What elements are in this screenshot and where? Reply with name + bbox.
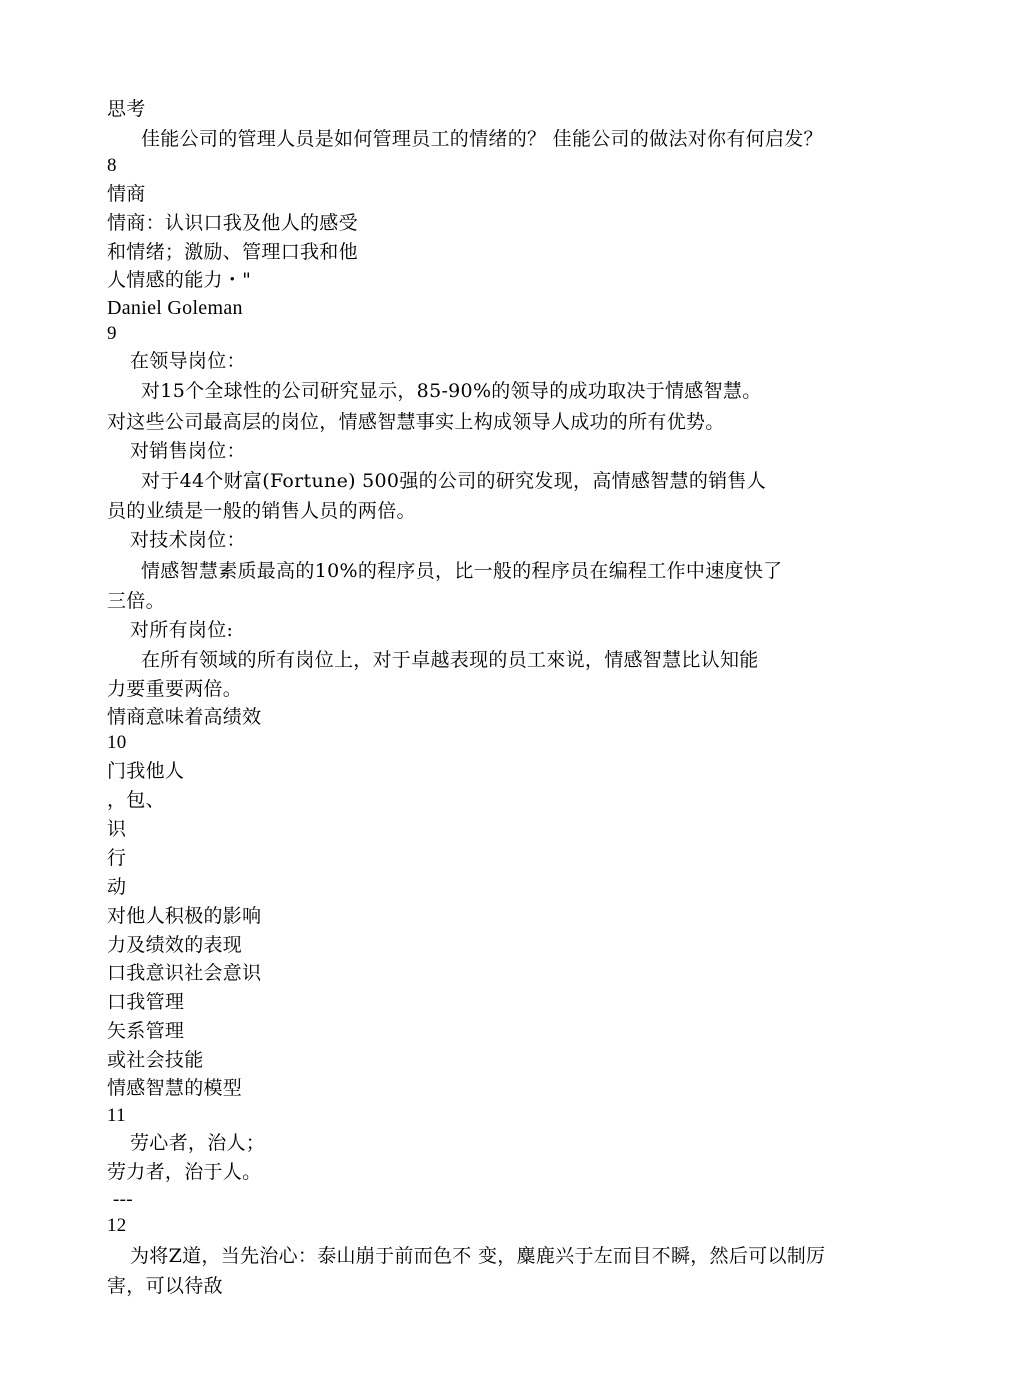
paragraph-line: 对15个全球性的公司研究显示，85-90%的领导的成功取决于情感智慧。 — [141, 380, 762, 402]
paragraph-line: 在所有领域的所有岗位上，对于卓越表现的员工來说，情感智慧比认知能 — [141, 649, 759, 671]
diagram-label: 力及绩效的表现 — [107, 934, 243, 956]
definition-line: 和情绪；激励、管理口我和他 — [107, 241, 358, 263]
section-heading-leadership: 在领导岗位： — [130, 350, 246, 372]
diagram-label: 行 — [107, 847, 127, 869]
paragraph-line: 对这些公司最高层的岗位，情感智慧事实上构成领导人成功的所有优势。 — [107, 411, 725, 433]
question-text: 佳能公司的管理人员是如何管理员工的情绪的？ 佳能公司的做法对你有何启发？ — [141, 128, 823, 150]
paragraph-line: 情感智慧素质最高的10%的程序员，比一般的程序员在编程工作中速度快了 — [141, 560, 783, 582]
page-number: 8 — [107, 155, 117, 176]
diagram-label: ，包、 — [107, 789, 165, 811]
heading-eq: 情商 — [107, 183, 146, 205]
quote-line: 劳心者，治人； — [130, 1132, 266, 1154]
quote-line: 劳力者，治于人。 — [107, 1161, 262, 1183]
diagram-label: 门我他人 — [107, 760, 185, 782]
paragraph-line: 三倍。 — [107, 590, 165, 612]
diagram-label: 识 — [107, 818, 127, 840]
diagram-label: 或社会技能 — [107, 1049, 204, 1071]
paragraph-line: 害，可以待敌 — [107, 1275, 223, 1297]
separator-text: --- — [113, 1189, 133, 1210]
definition-line: 情商：认识口我及他人的感受 — [107, 212, 358, 234]
slide-title: 情商意味着高绩效 — [107, 706, 262, 728]
diagram-label: 动 — [107, 876, 127, 898]
paragraph-line: 员的业绩是一般的销售人员的两倍。 — [107, 500, 416, 522]
author-name: Daniel Goleman — [107, 297, 243, 319]
section-heading-tech: 对技术岗位： — [130, 529, 246, 551]
diagram-label: 口我管理 — [107, 991, 185, 1013]
page-number: 11 — [107, 1105, 126, 1126]
section-heading-all: 对所有岗位: — [130, 619, 234, 641]
paragraph-line: 对于44个财富(Fortune) 500强的公司的研究发现，高情感智慧的销售人 — [141, 470, 767, 492]
paragraph-line: 为将Z道，当先治心：泰山崩于前而色不 变，麋鹿兴于左而目不瞬，然后可以制厉 — [130, 1245, 826, 1267]
definition-line: 人情感的能力・" — [107, 269, 252, 291]
paragraph-line: 力要重要两倍。 — [107, 678, 243, 700]
page-number: 10 — [107, 732, 127, 753]
page-number: 9 — [107, 323, 117, 344]
page-number: 12 — [107, 1215, 127, 1236]
diagram-label: 口我意识社会意识 — [107, 962, 262, 984]
slide-title: 情感智慧的模型 — [107, 1077, 243, 1099]
heading-thinking: 思考 — [107, 98, 146, 120]
diagram-label: 对他人积极的影响 — [107, 905, 262, 927]
section-heading-sales: 对销售岗位： — [130, 440, 246, 462]
diagram-label: 矢系管理 — [107, 1020, 185, 1042]
